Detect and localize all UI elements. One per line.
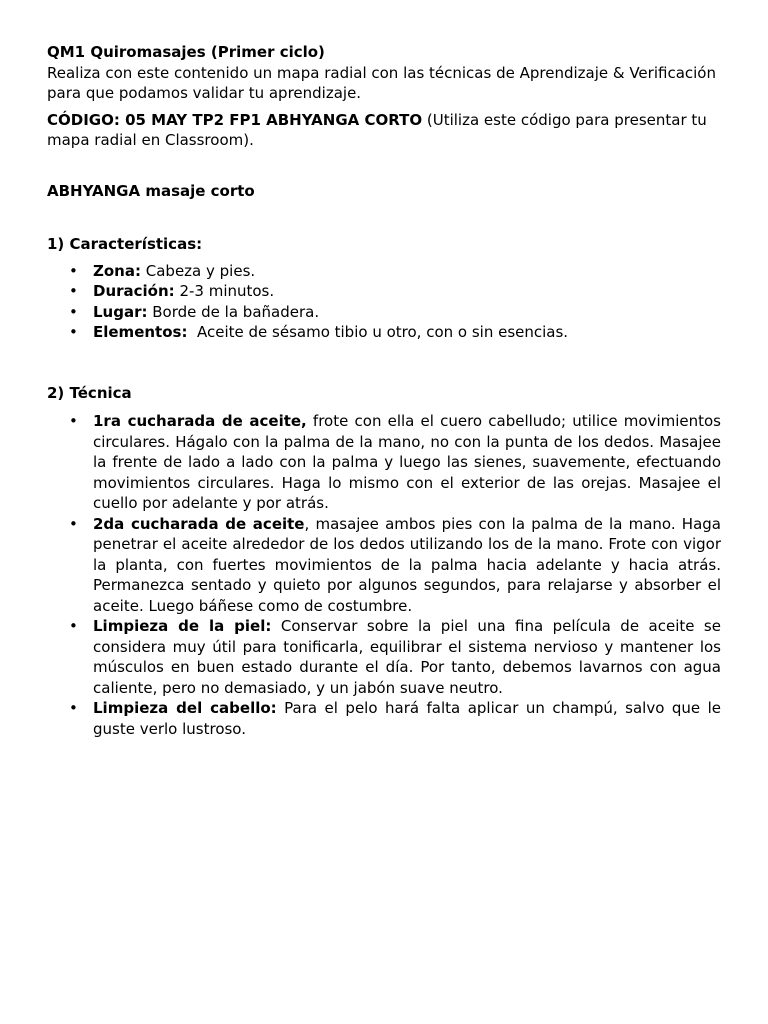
code-line — [47, 110, 721, 151]
item-label: 1ra cucharada de aceite, — [93, 412, 307, 430]
item-label: Elementos: — [93, 323, 188, 341]
technique-list — [47, 411, 721, 739]
list-item — [47, 514, 721, 617]
instructions-text: Realiza con este contenido un mapa radial con las técnicas de Aprendizaje & Verificación para que podamos validar tu aprendizaje. — [47, 63, 716, 102]
section-characteristics-heading: 1) Características: — [47, 235, 203, 253]
item-text: frote con ella el cuero cabelludo; utilice movimientos circulares. Hágalo con la palma de la mano, no con la punta de los dedos. Masajee la frente de lado a lado con la palma y luego las sienes, suavemente, efectuando movimientos circulares. Haga lo mismo con el exterior de las orejas. Masajee el cuello por adelante y por atrás. — [93, 412, 721, 512]
list-item — [47, 261, 721, 282]
list-item — [47, 322, 721, 343]
list-item — [47, 411, 721, 514]
code-label: CÓDIGO: 05 MAY TP2 FP1 ABHYANGA CORTO — [47, 110, 423, 129]
item-label: Limpieza del cabello: — [93, 699, 277, 717]
list-item — [47, 698, 721, 739]
item-label: Lugar: — [93, 302, 148, 321]
item-label: Duración: — [93, 282, 175, 300]
item-text: Aceite de sésamo tibio u otro, con o sin esencias. — [187, 323, 569, 341]
item-text: Para el pelo hará falta aplicar un champú, salvo que le guste verlo lustroso. — [93, 699, 721, 738]
item-text: Borde de la bañadera. — [147, 302, 320, 321]
item-text: Cabeza y pies. — [140, 261, 256, 280]
course-title: QM1 Quiromasajes (Primer ciclo) — [47, 43, 325, 61]
item-label: 2da cucharada de aceite — [93, 514, 305, 533]
document-page — [47, 42, 721, 739]
document-title: ABHYANGA masaje corto — [47, 181, 255, 200]
code-note: (Utiliza este código para presentar tu mapa radial en Classroom). — [47, 110, 707, 149]
section-technique-heading: 2) Técnica — [47, 383, 132, 402]
list-item — [47, 302, 721, 323]
list-item — [47, 281, 721, 302]
item-label: Zona: — [93, 261, 141, 280]
item-text: , masajee ambos pies con la palma de la mano. Haga penetrar el aceite alrededor de los dedos utilizando los de la mano. Frote con vigor la planta, con fuertes movimientos de la palma hacia adelante y hacia atrás. Permanezca sentado y quieto por algunos segundos, para relajarse y absorber el aceite. Luego báñese como de costumbre. — [93, 514, 721, 615]
item-label: Limpieza de la piel: — [93, 617, 272, 635]
item-text: 2-3 minutos. — [174, 282, 275, 300]
item-text: Conservar sobre la piel una fina película de aceite se considera muy útil para tonificarla, equilibrar el sistema nervioso y mantener los músculos en buen estado durante el día. Por tanto, debemos lavarnos con agua caliente, pero no demasiado, y un jabón suave neutro. — [93, 617, 721, 697]
list-item — [47, 616, 721, 698]
characteristics-list — [47, 261, 721, 343]
